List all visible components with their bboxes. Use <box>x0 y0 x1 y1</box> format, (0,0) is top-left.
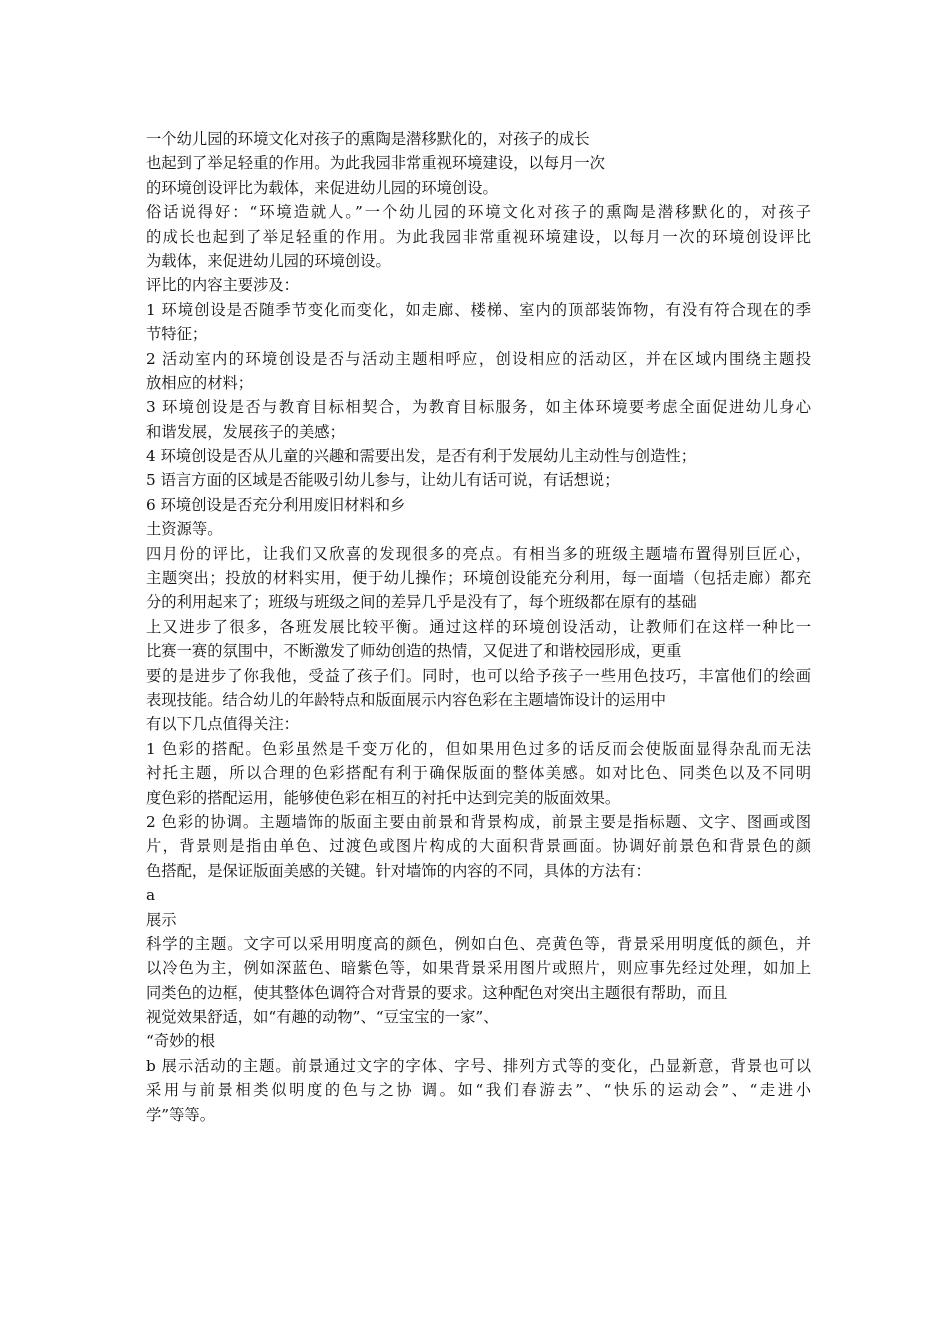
text-line: 比赛一赛的氛围中，不断激发了师幼创造的热情，又促进了和谐校园形成，更重 <box>146 642 682 661</box>
text-line: 片，背景则是指由单色、过渡色或图片构成的大面积背景画面。协调好前景色和背景色的颜 <box>146 837 811 856</box>
document-body <box>146 127 811 1127</box>
text-line: 以冷色为主，例如深蓝色、暗紫色等，如果背景采用图片或照片，则应事先经过处理，如加上 <box>146 959 811 978</box>
text-line: 5 语言方面的区域是否能吸引幼儿参与，让幼儿有话可说，有话想说； <box>146 471 620 490</box>
text-line: 表现技能。结合幼儿的年龄特点和版面展示内容色彩在主题墙饰设计的运用中 <box>146 690 667 709</box>
text-line: 展示 <box>146 910 177 929</box>
text-line: 和谐发展，发展孩子的美感； <box>146 422 345 441</box>
text-line: b 展示活动的主题。前景通过文字的字体、字号、排列方式等的变化，凸显新意，背景也可以 <box>146 1056 811 1075</box>
text-line: 节特征； <box>146 325 208 344</box>
text-line: 评比的内容主要涉及： <box>146 276 299 295</box>
text-line: 4 环境创设是否从儿童的兴趣和需要出发，是否有利于发展幼儿主动性与创造性； <box>146 447 696 466</box>
text-line: 度色彩的搭配运用，能够使色彩在相互的衬托中达到完美的版面效果。 <box>146 788 621 807</box>
text-line: 的环境创设评比为载体，来促进幼儿园的环境创设。 <box>146 178 498 197</box>
text-line: 科学的主题。文字可以采用明度高的颜色，例如白色、亮黄色等，背景采用明度低的颜色，并 <box>146 934 811 953</box>
text-line: 色搭配，是保证版面美感的关键。针对墙饰的内容的不同，具体的方法有： <box>146 861 651 880</box>
text-line: 上又进步了很多，各班发展比较平衡。通过这样的环境创设活动，让教师们在这样一种比一 <box>146 617 811 636</box>
text-line: 也起到了举足轻重的作用。为此我园非常重视环境建设，以每月一次 <box>146 154 605 173</box>
text-line: a <box>146 886 156 905</box>
text-line: 2 色彩的协调。主题墙饰的版面主要由前景和背景构成，前景主要是指标题、文字、图画或图 <box>146 812 811 831</box>
text-line: 采用与前景相类似明度的色与之协 调。如“我们春游去”、“快乐的运动会”、“走进小 <box>146 1081 811 1100</box>
text-line: 1 环境创设是否随季节变化而变化，如走廊、楼梯、室内的顶部装饰物，有没有符合现在的季 <box>146 300 811 319</box>
text-line: 6 环境创设是否充分利用废旧材料和乡 <box>146 495 406 514</box>
text-line: 2 活动室内的环境创设是否与活动主题相呼应，创设相应的活动区，并在区域内围绕主题投 <box>146 349 811 368</box>
text-line: 衬托主题，所以合理的色彩搭配有利于确保版面的整体美感。如对比色、同类色以及不同明 <box>146 764 811 783</box>
text-line: 视觉效果舒适，如“有趣的动物”、“豆宝宝的一家”、 <box>146 1008 499 1027</box>
text-line: 放相应的材料； <box>146 373 254 392</box>
text-line: 学”等等。 <box>146 1105 216 1124</box>
text-line: 3 环境创设是否与教育目标相契合，为教育目标服务，如主体环境要考虑全面促进幼儿身心 <box>146 398 811 417</box>
text-line: 为载体，来促进幼儿园的环境创设。 <box>146 251 391 270</box>
text-line: 一个幼儿园的环境文化对孩子的熏陶是潜移默化的，对孩子的成长 <box>146 130 590 148</box>
text-line: 的成长也起到了举足轻重的作用。为此我园非常重视环境建设，以每月一次的环境创设评比 <box>146 227 811 246</box>
text-line: 有以下几点值得关注： <box>146 715 299 734</box>
text-line: 1 色彩的搭配。色彩虽然是千变万化的，但如果用色过多的话反而会使版面显得杂乱而无法 <box>146 739 811 758</box>
text-line: 同类色的边框，使其整体色调符合对背景的要求。这种配色对突出主题很有帮助，而且 <box>146 983 728 1002</box>
text-line: 分的利用起来了；班级与班级之间的差异几乎是没有了，每个班级都在原有的基础 <box>146 593 697 612</box>
text-line: 俗话说得好：“环境造就人。”一个幼儿园的环境文化对孩子的熏陶是潜移默化的，对孩子 <box>146 203 811 222</box>
text-line: 要的是进步了你我他，受益了孩子们。同时，也可以给予孩子一些用色技巧，丰富他们的绘画 <box>146 666 811 685</box>
text-line: 主题突出；投放的材料实用，便于幼儿操作；环境创设能充分利用，每一面墙（包括走廊）都充 <box>146 569 811 588</box>
text-line: 土资源等。 <box>146 520 223 539</box>
text-line: 四月份的评比，让我们又欣喜的发现很多的亮点。有相当多的班级主题墙布置得别巨匠心， <box>146 544 811 563</box>
text-line: “奇妙的根 <box>146 1032 216 1051</box>
